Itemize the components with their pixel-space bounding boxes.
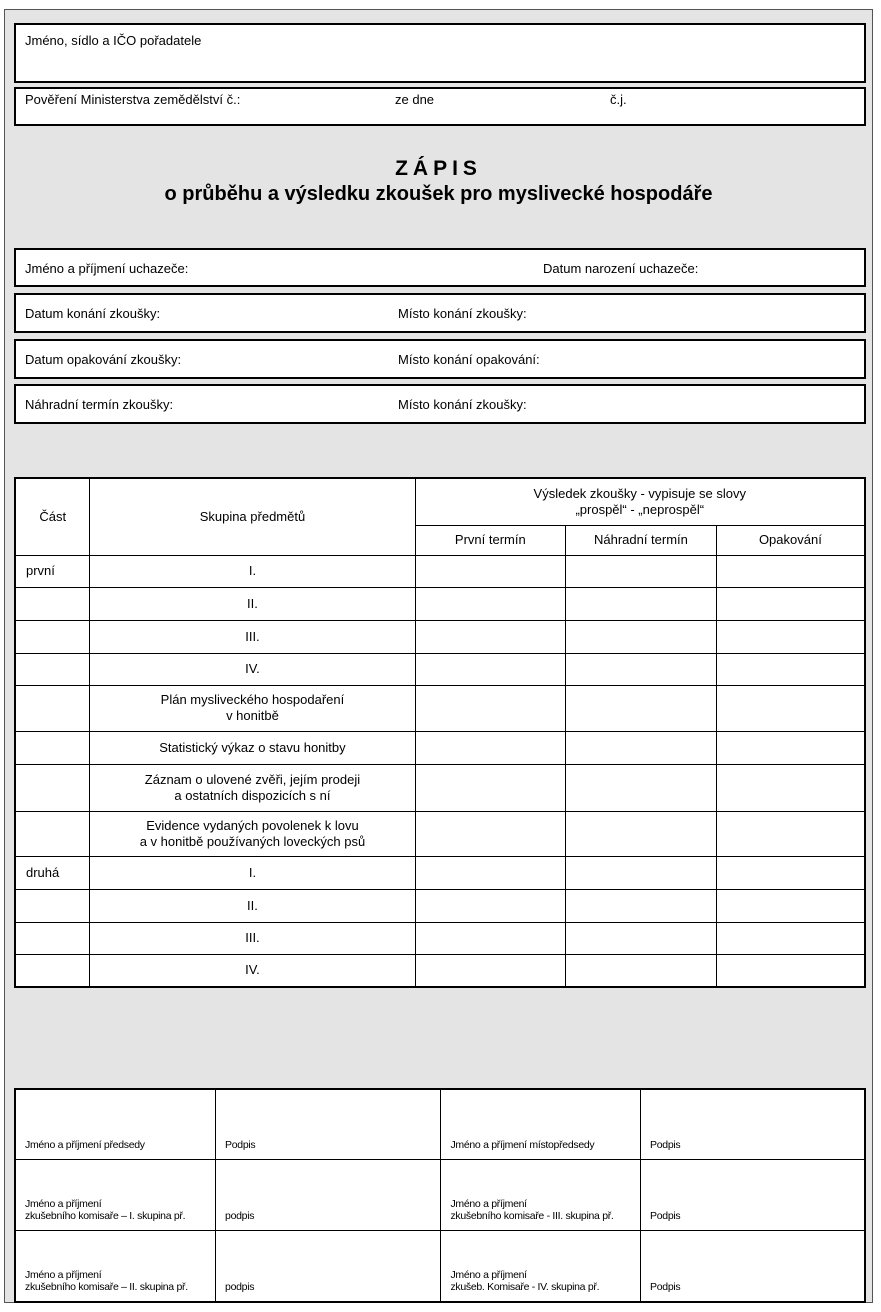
row-group: IV. [90,954,415,987]
row-group-line2: v honitbě [226,708,279,723]
table-row [15,954,865,987]
row-group [90,764,415,811]
cell-substitute-term[interactable] [566,811,717,856]
table-row [15,731,865,764]
examiner2-name-cell[interactable] [15,1230,216,1302]
date-label: ze dne [395,92,435,107]
cell-first-term[interactable] [415,731,566,764]
table-row [15,856,865,889]
table-row [15,685,865,731]
examiner2-signature-cell[interactable]: podpis [216,1230,441,1302]
repeat-date-label: Datum opakování zkoušky: [25,352,182,367]
examiner3-label-line2: zkušebního komisaře - III. skupina př. [450,1209,614,1222]
examiner4-signature-cell[interactable]: Podpis [641,1230,865,1302]
results-table [14,477,866,988]
row-group [90,685,415,731]
cell-substitute-term[interactable] [566,922,717,954]
vice-chair-signature-cell[interactable]: Podpis [641,1089,865,1159]
row-group: I. [90,555,415,587]
row-part: druhá [15,856,90,889]
row-part [15,764,90,811]
table-row [15,922,865,954]
cell-first-term[interactable] [415,620,566,653]
row-part [15,587,90,620]
cell-substitute-term[interactable] [566,889,717,922]
cell-substitute-term[interactable] [566,954,717,987]
table-row [15,811,865,856]
row-part [15,620,90,653]
vice-chair-name-cell[interactable]: Jméno a příjmení místopředsedy [441,1089,641,1159]
repeat-place-label: Místo konání opakování: [398,352,540,367]
substitute-date-field[interactable] [14,384,866,424]
signatures-table [14,1088,866,1303]
row-group: Statistický výkaz o stavu honitby [90,731,415,764]
cell-repeat[interactable] [716,685,865,731]
cell-first-term[interactable] [415,555,566,587]
doc-subtitle: o průběhu a výsledku zkoušek pro myslivecké hospodáře [164,183,713,205]
authorization-field[interactable] [14,87,866,126]
row-part [15,954,90,987]
row-group-line2: a ostatních dispozicích s ní [174,787,331,803]
cell-first-term[interactable] [415,954,566,987]
cell-first-term[interactable] [415,764,566,811]
row-part: první [15,555,90,587]
subheader-first-term: První termín [415,525,566,555]
cell-substitute-term[interactable] [566,587,717,620]
ref-label: č.j. [610,92,627,107]
table-row [15,764,865,811]
cell-substitute-term[interactable] [566,764,717,811]
authorization-label: Pověření Ministerstva zemědělství č.: [25,92,241,107]
row-group [90,811,415,856]
cell-repeat[interactable] [716,731,865,764]
row-group-line1: Evidence vydaných povolenek k lovu [146,817,359,833]
repeat-date-field[interactable] [14,339,866,379]
cell-first-term[interactable] [415,856,566,889]
exam-place-label: Místo konání zkoušky: [398,306,527,321]
examiner3-signature-cell[interactable]: Podpis [641,1159,865,1230]
table-row [15,620,865,653]
cell-repeat[interactable] [716,764,865,811]
examiner4-label-line1: Jméno a příjmení [450,1269,527,1281]
organizer-label: Jméno, sídlo a IČO pořadatele [25,33,202,48]
birth-date-label: Datum narození uchazeče: [543,261,699,276]
cell-substitute-term[interactable] [566,685,717,731]
cell-repeat[interactable] [716,811,865,856]
row-group-line2: a v honitbě používaných loveckých psů [139,833,366,849]
table-row [15,653,865,685]
row-part [15,922,90,954]
candidate-name-label: Jméno a příjmení uchazeče: [25,261,189,276]
examiner3-label-line1: Jméno a příjmení [450,1197,527,1210]
examiner1-name-cell[interactable] [15,1159,216,1230]
col-header-group: Skupina předmětů [90,478,415,555]
examiner1-label-line2: zkušebního komisaře – I. skupina př. [25,1209,186,1222]
form-page [4,9,873,1303]
row-group: I. [90,856,415,889]
col-header-result [415,478,865,525]
cell-first-term[interactable] [415,653,566,685]
cell-repeat[interactable] [716,856,865,889]
table-row [15,889,865,922]
examiner1-signature-cell[interactable]: podpis [216,1159,441,1230]
exam-date-label: Datum konání zkoušky: [25,306,161,321]
candidate-name-field[interactable] [14,248,866,287]
cell-substitute-term[interactable] [566,856,717,889]
examiner2-label-line1: Jméno a příjmení [25,1269,102,1281]
examiner4-name-cell[interactable] [441,1230,641,1302]
examiner1-label-line1: Jméno a příjmení [25,1197,102,1210]
col-header-result-line1: Výsledek zkoušky - vypisuje se slovy [533,485,746,501]
row-part [15,653,90,685]
cell-repeat[interactable] [716,889,865,922]
col-header-result-line2: „prospěl“ - „neprospěl“ [575,501,705,517]
row-part [15,889,90,922]
cell-first-term[interactable] [415,685,566,731]
cell-first-term[interactable] [415,811,566,856]
organizer-field[interactable] [14,23,866,83]
doc-title: ZÁPIS [395,157,482,180]
examiner4-label-line2: zkušeb. Komisaře - IV. skupina př. [450,1281,600,1293]
substitute-date-label: Náhradní termín zkoušky: [25,397,174,412]
cell-first-term[interactable] [415,587,566,620]
row-group: II. [90,587,415,620]
cell-repeat[interactable] [716,653,865,685]
substitute-place-label: Místo konání zkoušky: [398,397,527,412]
cell-substitute-term[interactable] [566,620,717,653]
cell-first-term[interactable] [415,889,566,922]
row-group: III. [90,922,415,954]
row-part [15,731,90,764]
cell-repeat[interactable] [716,587,865,620]
examiner3-name-cell[interactable] [441,1159,641,1230]
cell-repeat[interactable] [716,620,865,653]
row-group: II. [90,889,415,922]
row-group: IV. [90,653,415,685]
table-row [15,587,865,620]
cell-substitute-term[interactable] [566,653,717,685]
subheader-repeat: Opakování [716,525,865,555]
cell-substitute-term[interactable] [566,555,717,587]
cell-repeat[interactable] [716,555,865,587]
table-row [15,555,865,587]
chair-name-cell[interactable]: Jméno a příjmení předsedy [15,1089,216,1159]
cell-substitute-term[interactable] [566,731,717,764]
subheader-substitute-term: Náhradní termín [566,525,717,555]
cell-repeat[interactable] [716,954,865,987]
row-part [15,811,90,856]
col-header-part: Část [15,478,90,555]
cell-first-term[interactable] [415,922,566,954]
chair-signature-cell[interactable]: Podpis [216,1089,441,1159]
examiner2-label-line2: zkušebního komisaře – II. skupina př. [25,1281,188,1293]
row-part [15,685,90,731]
row-group-line1: Plán mysliveckého hospodaření [160,692,345,707]
cell-repeat[interactable] [716,922,865,954]
exam-date-field[interactable] [14,293,866,333]
row-group-line1: Záznam o ulovené zvěři, jejím prodeji [144,771,361,787]
row-group: III. [90,620,415,653]
